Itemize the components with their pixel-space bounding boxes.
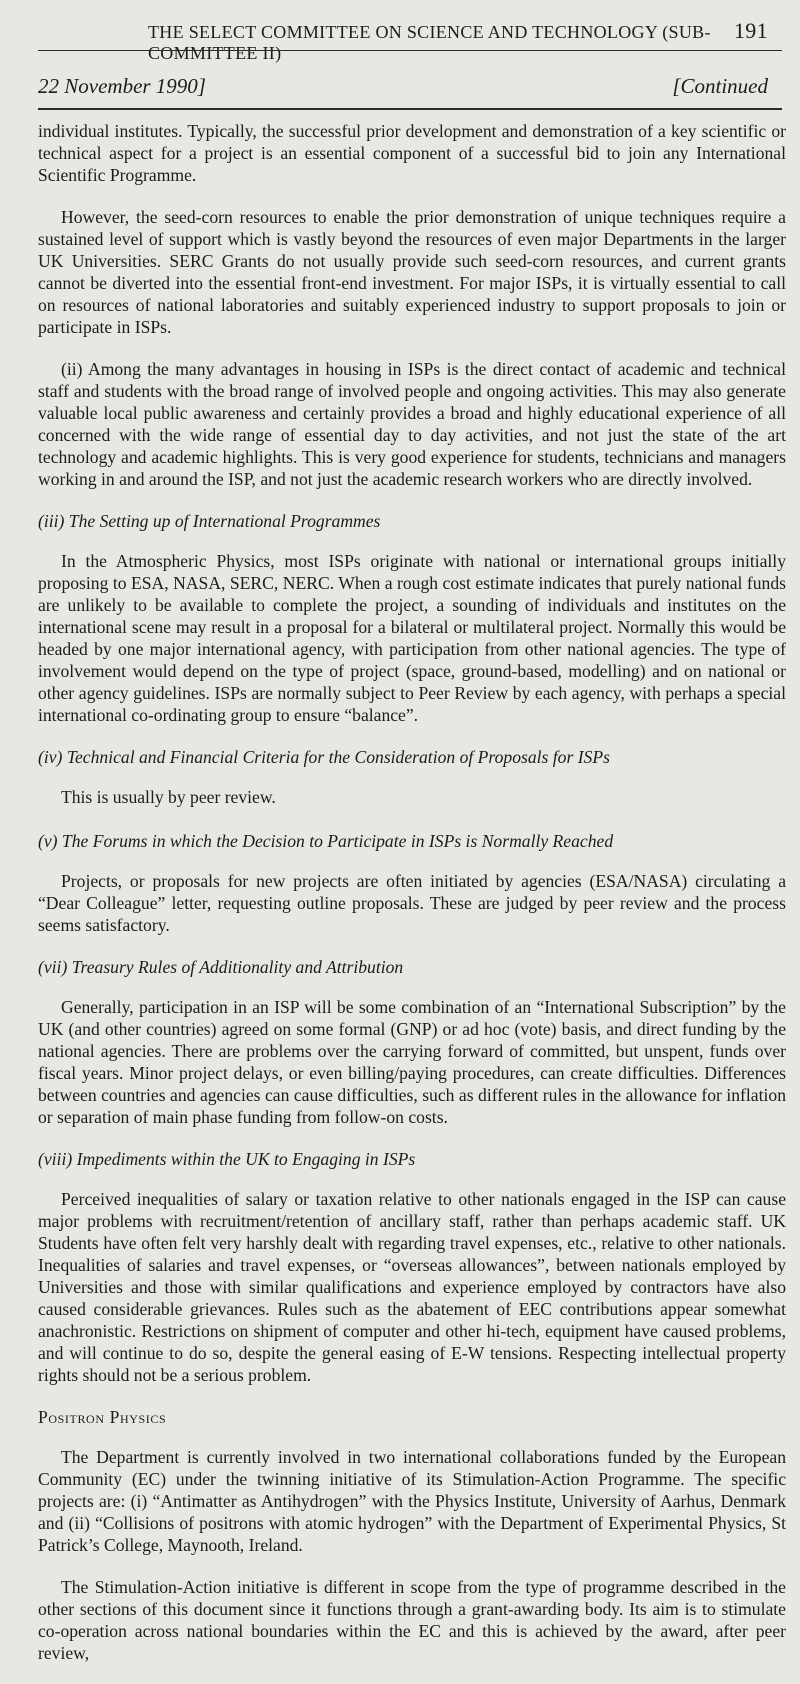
paragraph: Generally, participation in an ISP will be some combination of an “International Subscription” by the UK (and other countries) agreed on some formal (GNP) or ad hoc (vote) basis, and direct funding by the national agencies. There are problems over the carrying forward of committed, but unspent, funds over fiscal years. Minor project delays, or even billing/paying procedures, can create difficulties. Differences between countries and agencies can cause difficulties, such as different rules in the allowance for inflation or separation of main phase funding from follow-on costs. (38, 997, 786, 1127)
section-heading: (v) The Forums in which the Decision to Participate in ISPs is Normally Reached (38, 831, 614, 851)
paragraph: The Stimulation-Action initiative is different in scope from the type of programme described in the other sections of this document since it functions through a grant-awarding body. Its aim is to stimulate co-operation across national boundaries within the EC and this is achieved by the award, after peer review, (38, 1577, 786, 1663)
document-body (38, 120, 786, 1684)
section-heading: (iii) The Setting up of International Programmes (38, 511, 381, 531)
dateline-rule (38, 108, 782, 110)
dateline (38, 74, 782, 102)
paragraph: (ii) Among the many advantages in housing in ISPs is the direct contact of academic and technical staff and students with the broad range of involved people and ongoing activities. This may also generate valuable local public awareness and certainly provides a broad and highly educational experience of all concerned with the wide range of essential day to day activities, and not just the state of the art technology and academic highlights. This is very good experience for students, technicians and managers working in and around the ISP, and not just the academic research workers who are directly involved. (38, 359, 786, 489)
paragraph: Perceived inequalities of salary or taxation relative to other nationals engaged in the ISP can cause major problems with recruitment/retention of ancillary staff, rather than perhaps academic staff. UK Students have often felt very harshly dealt with regarding travel expenses, etc., relative to other nationals. Inequalities of salaries and travel expenses, or “overseas allowances”, between nationals employed by Universities and those with similar qualifications and experience employed by contractors have also caused considerable grievances. Rules such as the abatement of EEC contributions appear somewhat anachronistic. Restrictions on shipment of computer and other hi-tech, equipment have caused problems, and will continue to do so, despite the general easing of E-W tensions. Respecting intellectual property rights should not be a serious problem. (38, 1189, 786, 1385)
paragraph: The Department is currently involved in two international collaborations funded by the European Community (EC) under the twinning initiative of its Stimulation-Action Programme. The specific projects are: (i) “Antimatter as Antihydrogen” with the Physics Institute, University of Aarhus, Denmark and (ii) “Collisions of positrons with atomic hydrogen” with the Department of Experimental Physics, St Patrick’s College, Maynooth, Ireland. (38, 1447, 786, 1555)
paragraph: Projects, or proposals for new projects are often initiated by agencies (ESA/NASA) circulating a “Dear Colleague” letter, requesting outline proposals. These are judged by peer review and the process seems satisfactory. (38, 871, 786, 935)
paragraph: individual institutes. Typically, the successful prior development and demonstration of a key scientific or technical aspect for a project is an essential component of a successful bid to join any International Scientific Programme. (38, 121, 786, 185)
paragraph: However, the seed-corn resources to enable the prior demonstration of unique techniques require a sustained level of support which is vastly beyond the resources of even major Departments in the larger UK Universities. SERC Grants do not usually provide such seed-corn resources, and current grants cannot be diverted into the essential front-end investment. For major ISPs, it is virtually essential to call on resources of national laboratories and suitably experienced industry to support proposals to join or participate in ISPs. (38, 207, 786, 337)
section-heading: (viii) Impediments within the UK to Engaging in ISPs (38, 1149, 416, 1169)
section-heading: (vii) Treasury Rules of Additionality and Attribution (38, 957, 404, 977)
paragraph: In the Atmospheric Physics, most ISPs originate with national or international groups initially proposing to ESA, NASA, SERC, NERC. When a rough cost estimate indicates that purely national funds are unlikely to be available to complete the project, a sounding of individuals and institutes on the international scene may result in a proposal for a bilateral or multilateral project. Normally this would be headed by one major international agency, with participation from other national agencies. The type of involvement would depend on the type of project (space, ground-based, modelling) and on national or other agency guidelines. ISPs are normally subject to Peer Review by each agency, with perhaps a special international co-ordinating group to ensure “balance”. (38, 551, 786, 725)
section-heading: Positron Physics (38, 1407, 167, 1427)
header-rule (38, 50, 782, 51)
page-number: 191 (734, 18, 768, 43)
paragraph: This is usually by peer review. (61, 787, 276, 807)
running-head (0, 18, 800, 63)
running-head-title: THE SELECT COMMITTEE ON SCIENCE AND TECHNOLOGY (SUB-COMMITTEE II) (148, 22, 711, 63)
continued-label: [Continued (672, 74, 768, 98)
section-heading: (iv) Technical and Financial Criteria for the Consideration of Proposals for ISPs (38, 747, 610, 767)
session-date: 22 November 1990] (38, 74, 206, 98)
